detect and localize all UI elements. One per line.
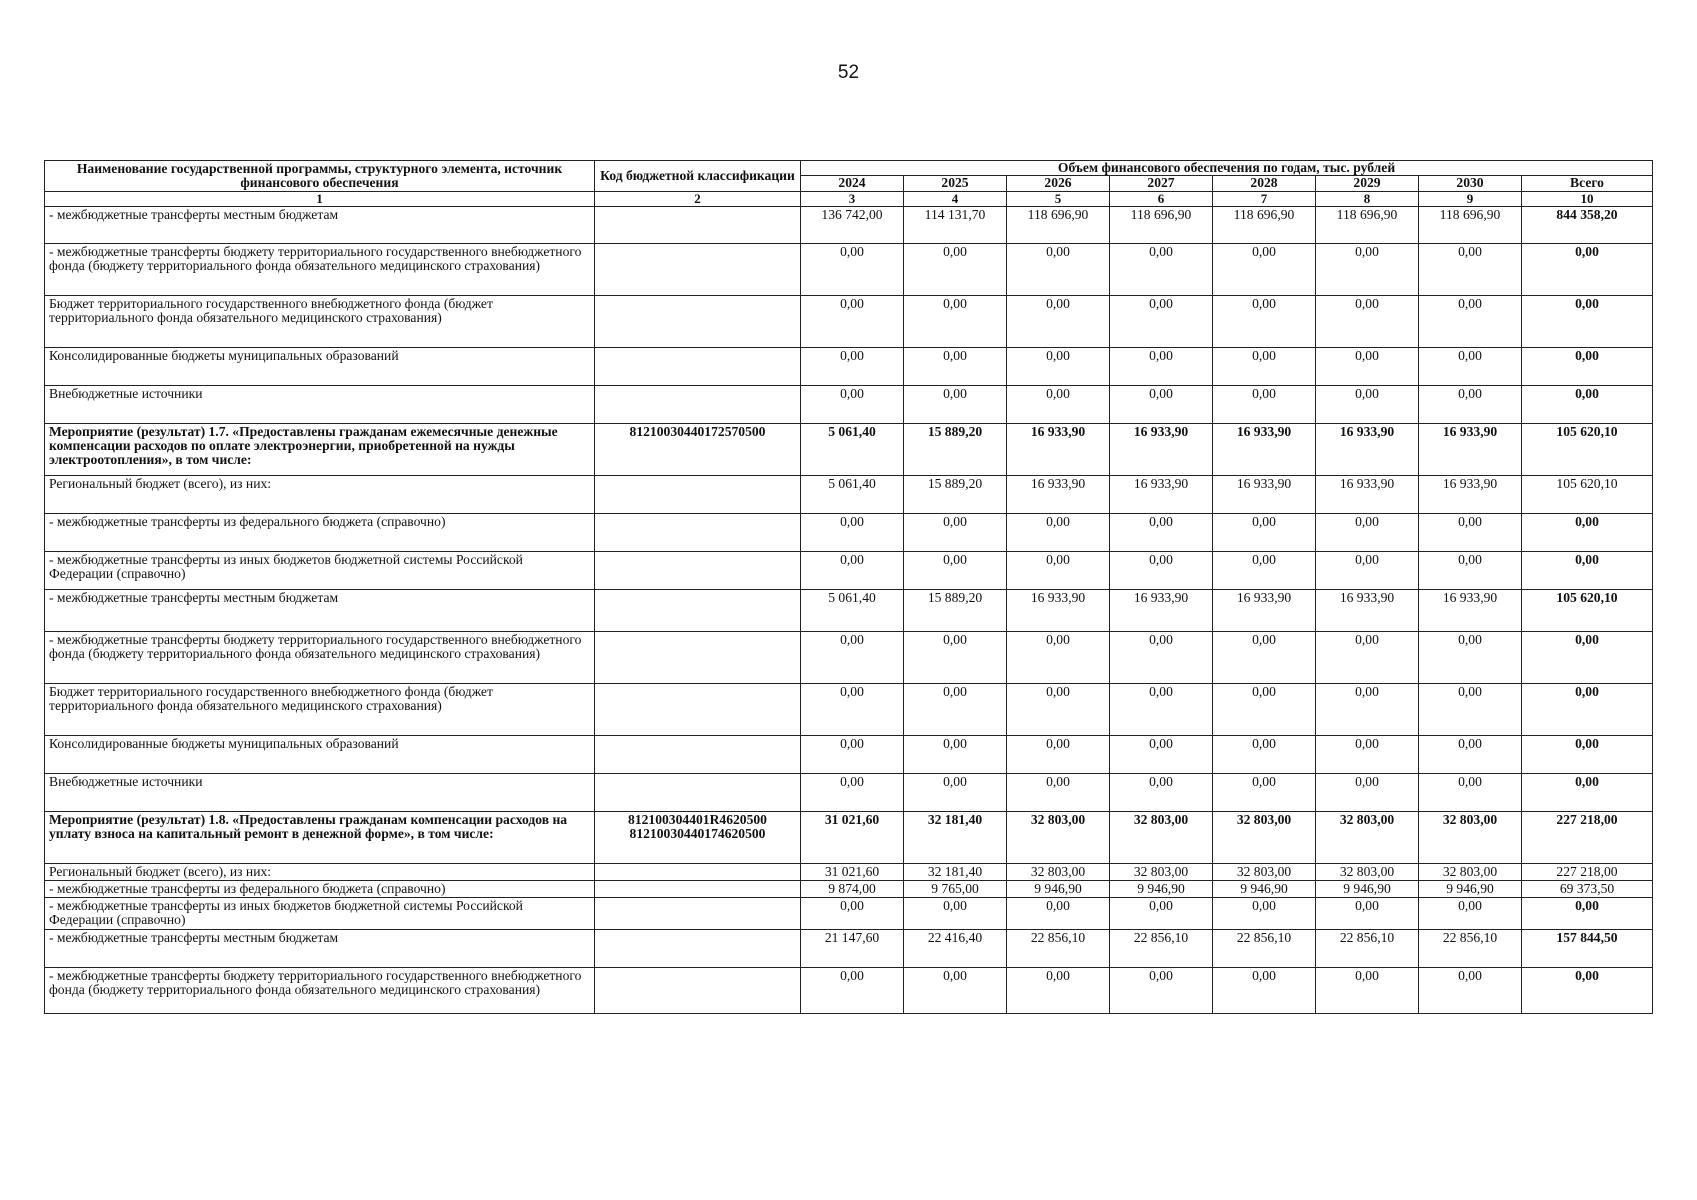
row-code	[595, 898, 801, 930]
row-value: 118 696,90	[1213, 206, 1316, 243]
row-name: Бюджет территориального государственного внебюджетного фонда (бюджет территориального фонда обязательного медицинского страхования)	[45, 683, 595, 735]
column-number: 3	[801, 191, 904, 206]
row-value: 22 856,10	[1419, 930, 1522, 968]
row-value: 32 803,00	[1007, 863, 1110, 880]
row-total: 69 373,50	[1522, 880, 1653, 897]
row-name: - межбюджетные трансферты из федерального бюджета (справочно)	[45, 513, 595, 551]
row-value: 0,00	[1419, 773, 1522, 811]
row-value: 0,00	[1007, 243, 1110, 295]
row-value: 0,00	[801, 385, 904, 423]
row-value: 0,00	[1316, 683, 1419, 735]
row-value: 22 856,10	[1213, 930, 1316, 968]
row-value: 0,00	[1419, 683, 1522, 735]
table-row	[45, 513, 1653, 551]
row-value: 15 889,20	[904, 589, 1007, 631]
row-value: 16 933,90	[1213, 589, 1316, 631]
row-value: 9 946,90	[1007, 880, 1110, 897]
column-number: 8	[1316, 191, 1419, 206]
row-value: 118 696,90	[1110, 206, 1213, 243]
row-value: 31 021,60	[801, 863, 904, 880]
table-row	[45, 475, 1653, 513]
row-value: 0,00	[1213, 551, 1316, 589]
header-year: 2028	[1213, 176, 1316, 191]
row-name: Внебюджетные источники	[45, 773, 595, 811]
header-volume: Объем финансового обеспечения по годам, тыс. рублей	[801, 161, 1653, 176]
row-value: 16 933,90	[1316, 589, 1419, 631]
row-value: 0,00	[1213, 243, 1316, 295]
row-total: 844 358,20	[1522, 206, 1653, 243]
row-value: 0,00	[904, 243, 1007, 295]
row-code	[595, 295, 801, 347]
row-name: - межбюджетные трансферты местным бюджетам	[45, 930, 595, 968]
row-value: 0,00	[1419, 631, 1522, 683]
row-total: 105 620,10	[1522, 423, 1653, 475]
row-value: 5 061,40	[801, 423, 904, 475]
row-value: 0,00	[1316, 513, 1419, 551]
row-name: - межбюджетные трансферты бюджету территориального государственного внебюджетного фонда (бюджету территориального фонда обязательного медицинского страхования)	[45, 243, 595, 295]
row-value: 0,00	[801, 773, 904, 811]
row-total: 157 844,50	[1522, 930, 1653, 968]
row-code	[595, 683, 801, 735]
row-value: 0,00	[801, 513, 904, 551]
row-total: 0,00	[1522, 347, 1653, 385]
row-code: 81210030440172570500	[595, 423, 801, 475]
row-value: 9 946,90	[1419, 880, 1522, 897]
row-value: 16 933,90	[1110, 475, 1213, 513]
header-year: 2024	[801, 176, 904, 191]
row-value: 0,00	[1110, 347, 1213, 385]
row-value: 0,00	[1110, 773, 1213, 811]
table-row	[45, 773, 1653, 811]
row-value: 0,00	[1213, 385, 1316, 423]
row-value: 0,00	[1419, 735, 1522, 773]
table-row	[45, 243, 1653, 295]
row-total: 0,00	[1522, 898, 1653, 930]
row-value: 0,00	[1007, 898, 1110, 930]
row-value: 0,00	[904, 631, 1007, 683]
row-name: Внебюджетные источники	[45, 385, 595, 423]
row-total: 0,00	[1522, 513, 1653, 551]
row-value: 0,00	[1419, 968, 1522, 1014]
row-value: 0,00	[1110, 385, 1213, 423]
row-value: 0,00	[1213, 295, 1316, 347]
column-number: 4	[904, 191, 1007, 206]
row-code	[595, 475, 801, 513]
row-value: 0,00	[1110, 631, 1213, 683]
row-value: 0,00	[1007, 551, 1110, 589]
row-value: 118 696,90	[1419, 206, 1522, 243]
row-value: 0,00	[1316, 631, 1419, 683]
table-row	[45, 347, 1653, 385]
row-value: 16 933,90	[1213, 475, 1316, 513]
header-year: 2027	[1110, 176, 1213, 191]
row-value: 22 856,10	[1316, 930, 1419, 968]
table-row	[45, 880, 1653, 897]
column-number: 6	[1110, 191, 1213, 206]
row-value: 0,00	[801, 735, 904, 773]
row-name: - межбюджетные трансферты из иных бюджетов бюджетной системы Российской Федерации (справочно)	[45, 551, 595, 589]
column-number: 9	[1419, 191, 1522, 206]
row-value: 0,00	[1419, 385, 1522, 423]
row-value: 21 147,60	[801, 930, 904, 968]
row-value: 9 946,90	[1213, 880, 1316, 897]
row-name: Бюджет территориального государственного внебюджетного фонда (бюджет территориального фонда обязательного медицинского страхования)	[45, 295, 595, 347]
table-row	[45, 631, 1653, 683]
row-value: 0,00	[1419, 295, 1522, 347]
header-name: Наименование государственной программы, структурного элемента, источник финансового обеспечения	[45, 161, 595, 192]
row-value: 0,00	[1316, 347, 1419, 385]
row-value: 0,00	[1110, 735, 1213, 773]
row-value: 0,00	[1419, 898, 1522, 930]
row-value: 0,00	[1110, 295, 1213, 347]
row-total: 0,00	[1522, 773, 1653, 811]
row-value: 0,00	[1110, 968, 1213, 1014]
row-total: 105 620,10	[1522, 475, 1653, 513]
row-value: 0,00	[1110, 513, 1213, 551]
row-value: 16 933,90	[1213, 423, 1316, 475]
table-row	[45, 863, 1653, 880]
table-row	[45, 930, 1653, 968]
row-value: 0,00	[1007, 385, 1110, 423]
row-value: 0,00	[1110, 551, 1213, 589]
header-year: 2026	[1007, 176, 1110, 191]
row-name: Мероприятие (результат) 1.8. «Предоставлены гражданам компенсации расходов на уплату взноса на капитальный ремонт в денежной форме», в том числе:	[45, 811, 595, 863]
row-value: 0,00	[801, 295, 904, 347]
row-total: 0,00	[1522, 735, 1653, 773]
header-code: Код бюджетной классификации	[595, 161, 801, 192]
row-value: 0,00	[904, 773, 1007, 811]
table-row	[45, 811, 1653, 863]
row-value: 0,00	[1213, 347, 1316, 385]
row-value: 32 181,40	[904, 863, 1007, 880]
row-total: 0,00	[1522, 683, 1653, 735]
row-value: 0,00	[1419, 513, 1522, 551]
row-value: 16 933,90	[1419, 589, 1522, 631]
row-value: 0,00	[1007, 735, 1110, 773]
row-value: 0,00	[801, 551, 904, 589]
row-value: 0,00	[1316, 735, 1419, 773]
row-value: 0,00	[1316, 385, 1419, 423]
header-total: Всего	[1522, 176, 1653, 191]
table-row	[45, 423, 1653, 475]
row-value: 0,00	[1213, 631, 1316, 683]
row-value: 0,00	[1316, 773, 1419, 811]
row-value: 22 416,40	[904, 930, 1007, 968]
row-value: 0,00	[904, 735, 1007, 773]
row-value: 0,00	[1110, 898, 1213, 930]
row-name: Региональный бюджет (всего), из них:	[45, 863, 595, 880]
row-value: 0,00	[1316, 898, 1419, 930]
header-year: 2025	[904, 176, 1007, 191]
row-code	[595, 206, 801, 243]
row-value: 0,00	[904, 683, 1007, 735]
row-value: 16 933,90	[1007, 423, 1110, 475]
row-total: 0,00	[1522, 385, 1653, 423]
row-value: 16 933,90	[1316, 475, 1419, 513]
header-year: 2029	[1316, 176, 1419, 191]
row-value: 0,00	[1316, 968, 1419, 1014]
row-name: - межбюджетные трансферты бюджету территориального государственного внебюджетного фонда (бюджету территориального фонда обязательного медицинского страхования)	[45, 631, 595, 683]
row-value: 0,00	[801, 631, 904, 683]
row-value: 9 874,00	[801, 880, 904, 897]
row-value: 0,00	[904, 385, 1007, 423]
row-value: 9 946,90	[1110, 880, 1213, 897]
row-value: 0,00	[1316, 551, 1419, 589]
row-value: 22 856,10	[1007, 930, 1110, 968]
row-value: 0,00	[1419, 551, 1522, 589]
row-value: 118 696,90	[1007, 206, 1110, 243]
row-value: 0,00	[1419, 347, 1522, 385]
row-total: 227 218,00	[1522, 863, 1653, 880]
row-value: 5 061,40	[801, 589, 904, 631]
row-value: 0,00	[801, 898, 904, 930]
table-row	[45, 683, 1653, 735]
row-total: 0,00	[1522, 968, 1653, 1014]
row-value: 114 131,70	[904, 206, 1007, 243]
row-value: 32 803,00	[1213, 863, 1316, 880]
row-value: 136 742,00	[801, 206, 904, 243]
row-value: 15 889,20	[904, 475, 1007, 513]
row-value: 16 933,90	[1110, 589, 1213, 631]
row-value: 16 933,90	[1316, 423, 1419, 475]
table-row	[45, 385, 1653, 423]
row-value: 32 803,00	[1316, 811, 1419, 863]
row-value: 0,00	[1213, 968, 1316, 1014]
header-year: 2030	[1419, 176, 1522, 191]
row-value: 0,00	[1007, 683, 1110, 735]
row-name: Региональный бюджет (всего), из них:	[45, 475, 595, 513]
row-code	[595, 243, 801, 295]
row-code	[595, 773, 801, 811]
row-value: 16 933,90	[1007, 589, 1110, 631]
row-value: 0,00	[904, 347, 1007, 385]
row-value: 0,00	[801, 243, 904, 295]
column-number: 1	[45, 191, 595, 206]
row-value: 0,00	[1213, 513, 1316, 551]
row-value: 0,00	[801, 968, 904, 1014]
row-code	[595, 631, 801, 683]
row-value: 118 696,90	[1316, 206, 1419, 243]
row-name: - межбюджетные трансферты из федерального бюджета (справочно)	[45, 880, 595, 897]
row-value: 0,00	[1110, 243, 1213, 295]
row-value: 31 021,60	[801, 811, 904, 863]
row-name: - межбюджетные трансферты местным бюджетам	[45, 206, 595, 243]
table-row	[45, 589, 1653, 631]
row-value: 16 933,90	[1419, 423, 1522, 475]
row-total: 0,00	[1522, 295, 1653, 347]
row-value: 0,00	[1213, 735, 1316, 773]
row-value: 0,00	[1007, 295, 1110, 347]
row-value: 32 803,00	[1419, 863, 1522, 880]
row-value: 0,00	[904, 551, 1007, 589]
table-row	[45, 735, 1653, 773]
row-value: 0,00	[1213, 898, 1316, 930]
row-value: 0,00	[904, 295, 1007, 347]
row-value: 0,00	[904, 513, 1007, 551]
row-value: 0,00	[1213, 683, 1316, 735]
row-value: 15 889,20	[904, 423, 1007, 475]
row-total: 227 218,00	[1522, 811, 1653, 863]
row-value: 0,00	[1007, 347, 1110, 385]
row-code	[595, 735, 801, 773]
row-value: 32 803,00	[1316, 863, 1419, 880]
table-row	[45, 898, 1653, 930]
row-code	[595, 347, 801, 385]
table-row	[45, 968, 1653, 1014]
column-number: 5	[1007, 191, 1110, 206]
row-value: 32 803,00	[1007, 811, 1110, 863]
row-value: 0,00	[1316, 243, 1419, 295]
column-number: 10	[1522, 191, 1653, 206]
row-value: 32 803,00	[1213, 811, 1316, 863]
row-value: 9 946,90	[1316, 880, 1419, 897]
row-total: 0,00	[1522, 243, 1653, 295]
row-value: 0,00	[1213, 773, 1316, 811]
row-value: 0,00	[1007, 773, 1110, 811]
row-total: 105 620,10	[1522, 589, 1653, 631]
table-body	[45, 206, 1653, 1014]
page-number: 52	[837, 62, 860, 83]
row-value: 16 933,90	[1419, 475, 1522, 513]
row-value: 16 933,90	[1007, 475, 1110, 513]
row-name: Консолидированные бюджеты муниципальных образований	[45, 735, 595, 773]
row-code: 812100304401R4620500 81210030440174620500	[595, 811, 801, 863]
row-code	[595, 385, 801, 423]
row-value: 22 856,10	[1110, 930, 1213, 968]
row-value: 9 765,00	[904, 880, 1007, 897]
row-value: 16 933,90	[1110, 423, 1213, 475]
row-total: 0,00	[1522, 631, 1653, 683]
table-row	[45, 551, 1653, 589]
row-value: 0,00	[1007, 513, 1110, 551]
row-name: - межбюджетные трансферты бюджету территориального государственного внебюджетного фонда (бюджету территориального фонда обязательного медицинского страхования)	[45, 968, 595, 1014]
row-value: 0,00	[801, 683, 904, 735]
row-value: 32 181,40	[904, 811, 1007, 863]
financing-table	[44, 160, 1653, 1014]
row-value: 5 061,40	[801, 475, 904, 513]
row-value: 0,00	[1007, 968, 1110, 1014]
row-code	[595, 880, 801, 897]
row-name: Консолидированные бюджеты муниципальных образований	[45, 347, 595, 385]
row-value: 0,00	[1316, 295, 1419, 347]
row-value: 32 803,00	[1110, 811, 1213, 863]
row-code	[595, 589, 801, 631]
column-number: 7	[1213, 191, 1316, 206]
row-name: - межбюджетные трансферты местным бюджетам	[45, 589, 595, 631]
row-name: Мероприятие (результат) 1.7. «Предоставлены гражданам ежемесячные денежные компенсации расходов по оплате электроэнергии, приобретенной на нужды электроотопления», в том числе:	[45, 423, 595, 475]
row-value: 0,00	[904, 968, 1007, 1014]
row-name: - межбюджетные трансферты из иных бюджетов бюджетной системы Российской Федерации (справочно)	[45, 898, 595, 930]
row-value: 32 803,00	[1419, 811, 1522, 863]
row-value: 32 803,00	[1110, 863, 1213, 880]
row-code	[595, 513, 801, 551]
row-code	[595, 863, 801, 880]
row-total: 0,00	[1522, 551, 1653, 589]
row-value: 0,00	[904, 898, 1007, 930]
table-row	[45, 295, 1653, 347]
row-value: 0,00	[1110, 683, 1213, 735]
row-code	[595, 930, 801, 968]
table-row	[45, 206, 1653, 243]
row-value: 0,00	[1419, 243, 1522, 295]
row-value: 0,00	[1007, 631, 1110, 683]
row-code	[595, 551, 801, 589]
column-number: 2	[595, 191, 801, 206]
row-value: 0,00	[801, 347, 904, 385]
row-code	[595, 968, 801, 1014]
